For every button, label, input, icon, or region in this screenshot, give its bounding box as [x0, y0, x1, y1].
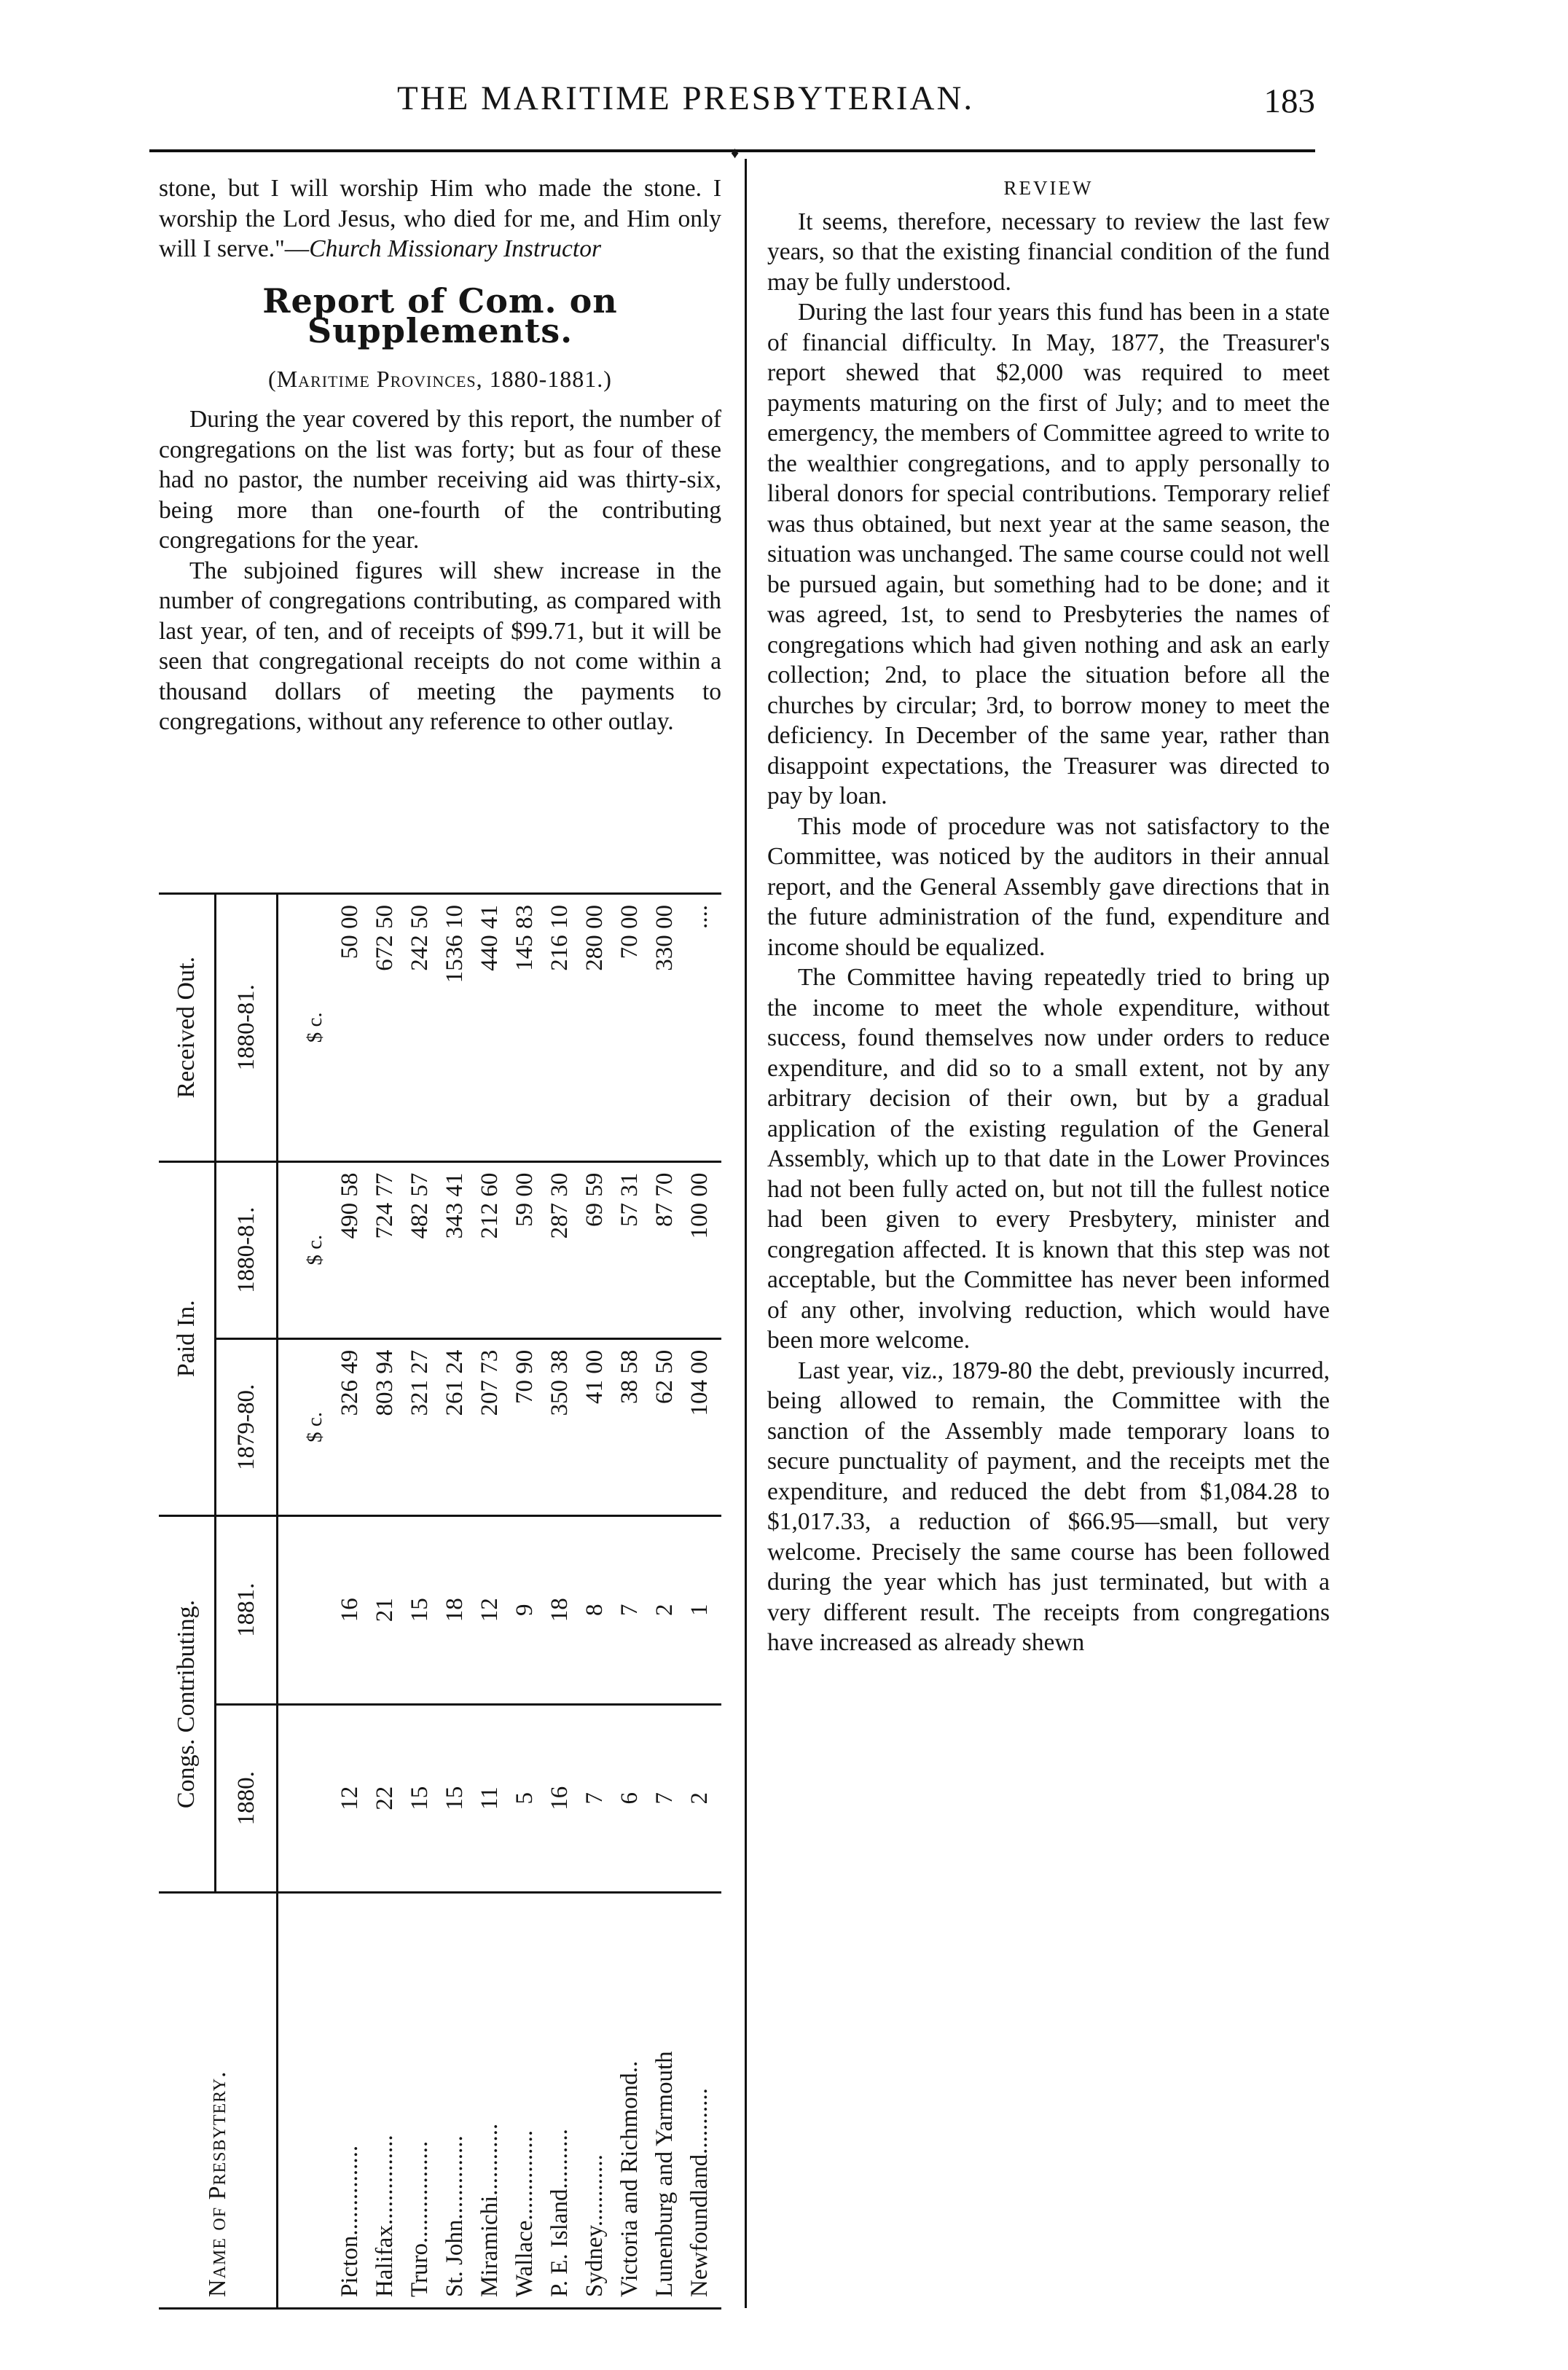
running-title: THE MARITIME PRESBYTERIAN.	[397, 79, 975, 117]
opening-source: Church Missionary Instructor	[309, 235, 602, 262]
year-header: 1880.	[216, 1704, 278, 1892]
paragraph: It seems, therefore, necessary to review the last few years, so that the existing financial condition of the fund may be fully understood.	[767, 208, 1330, 296]
received-1880-cell: 242 50	[402, 894, 437, 1162]
congs-1880-cell: 5	[507, 1704, 542, 1892]
paid-1880-cell: 287 30	[542, 1161, 577, 1338]
paid-1880-cell: 87 70	[647, 1161, 682, 1338]
congs-1881-cell: 7	[612, 1516, 647, 1705]
year-header: 1879-80.	[216, 1338, 278, 1515]
paid-1880-cell: 59 00	[507, 1161, 542, 1338]
table-row	[332, 894, 367, 2309]
received-1880-cell: 440 41	[472, 894, 507, 1162]
paid-1880-cell: 100 00	[682, 1161, 717, 1338]
opening-text: stone, but I will worship Him who made the stone. I worship the Lord Jesus, who died for me, and Him only will I serve."—	[159, 175, 721, 262]
presbytery-name: Lunenburg and Yarmouth	[647, 1893, 682, 2309]
table-row	[367, 894, 402, 2309]
presbytery-name: Sydney............	[577, 1893, 612, 2309]
table-row	[402, 894, 437, 2309]
received-1880-cell: ....	[682, 894, 717, 1162]
congs-group-header: Congs. Contributing.	[159, 1516, 216, 1893]
right-column	[767, 173, 1330, 1658]
paid-1879-cell: 321 27	[402, 1338, 437, 1515]
table-units-row	[297, 894, 332, 2309]
received-1880-cell: 216 10	[542, 894, 577, 1162]
paid-1879-cell: 104 00	[682, 1338, 717, 1515]
report-subtitle: (Maritime Provinces, 1880-1881.)	[268, 365, 612, 392]
paid-in-group-header: Paid In.	[159, 1161, 216, 1515]
paragraph: During the last four years this fund has been in a state of financial difficulty. In May, 1877, the Treasurer's report shewed that $2,000 was required to meet payments maturing on the first of July; and to meet the emergency, the members of Committee agreed to write to the wealthier congregations, and to apply personally to liberal donors for special contributions. Temporary relief was thus obtained, but next year at the same season, the situation was unchanged. The same course could not well be pursued again, but something had to be done; and it was agreed, 1st, to send to Presbyteries the names of congregations which had given nothing and ask an early collection; 2nd, to place the situation before all the churches by circular; 3rd, to borrow money to meet the deficiency. In December of the same year, rather than disappoint expectations, the Treasurer was directed to pay by loan.	[767, 299, 1330, 809]
table-row	[577, 894, 612, 2309]
paid-1879-cell: 803 94	[367, 1338, 402, 1515]
congs-1880-cell: 2	[682, 1704, 717, 1892]
table-row	[472, 894, 507, 2309]
table-row	[612, 894, 647, 2309]
table-row	[437, 894, 472, 2309]
table-row	[542, 894, 577, 2309]
presbytery-table	[159, 892, 721, 2310]
congs-1880-cell: 22	[367, 1704, 402, 1892]
section-heading: REVIEW	[1003, 177, 1094, 199]
paid-1880-cell: 343 41	[437, 1161, 472, 1338]
paid-1879-cell: 261 24	[437, 1338, 472, 1515]
congs-1880-cell: 7	[577, 1704, 612, 1892]
rotated-table	[159, 892, 721, 2310]
paragraph: The subjoined figures will shew increase in the number of congregations contributing, as compared with last year, of ten, and of receipts of $99.71, but it will be seen that congregational receipts do not come within a thousand dollars of meeting the payments to congregations, without any reference to other outlay.	[159, 557, 721, 735]
table-row	[507, 894, 542, 2309]
congs-1881-cell: 15	[402, 1516, 437, 1705]
congs-1881-cell: 8	[577, 1516, 612, 1705]
presbytery-name: Halifax...............	[367, 1893, 402, 2309]
table-row	[682, 894, 717, 2309]
received-1880-cell: 1536 10	[437, 894, 472, 1162]
opening-paragraph	[159, 173, 721, 264]
congs-1881-cell: 9	[507, 1516, 542, 1705]
column-divider	[745, 159, 747, 2308]
presbytery-name: Picton...............	[332, 1893, 367, 2309]
received-1880-cell: 70 00	[612, 894, 647, 1162]
paid-1880-cell: 212 60	[472, 1161, 507, 1338]
paragraph: Last year, viz., 1879-80 the debt, previously incurred, being allowed to remain, the Committee with the sanction of the Assembly made temporary loans to secure punctuality of payment, and the receipts met the expenditure, and reduced the debt from $1,084.28 to $1,017.33, a reduction of $66.95—small, but very welcome. Precisely the same course has been followed during the year which has just terminated, but with a very different result. The receipts from congregations have increased as already shewn	[767, 1357, 1330, 1656]
congs-1881-cell: 18	[437, 1516, 472, 1705]
units-label: $ c.	[297, 1161, 332, 1338]
presbytery-name: Victoria and Richmond..	[612, 1893, 647, 2309]
paid-1879-cell: 62 50	[647, 1338, 682, 1515]
received-1880-cell: 330 00	[647, 894, 682, 1162]
presbytery-name: Newfoundland...........	[682, 1893, 717, 2309]
congs-1881-cell: 1	[682, 1516, 717, 1705]
paragraph: The Committee having repeatedly tried to bring up the income to meet the whole expenditure, without success, found themselves now under orders to reduce expenditure, and did so to a small extent, not by any arbitrary decision of their own, but by a gradual application of the existing regulation of the General Assembly, which up to that date in the Lower Provinces had not been fully acted on, but not till the fullest notice had been given to every Presbytery, minister and congregation affected. It is known that this step was not acceptable, but the Committee has never been informed of any other, involving reduction, which would have been more welcome.	[767, 964, 1330, 1354]
congs-1881-cell: 2	[647, 1516, 682, 1705]
page-number: 183	[1263, 82, 1315, 120]
name-column-header: Name of Presbytery.	[159, 1893, 278, 2309]
presbytery-name: Miramichi............	[472, 1893, 507, 2309]
year-header: 1881.	[216, 1516, 278, 1705]
units-label: $ c.	[297, 1338, 332, 1515]
received-out-group-header: Received Out.	[159, 894, 216, 1162]
congs-1880-cell: 12	[332, 1704, 367, 1892]
paid-1880-cell: 724 77	[367, 1161, 402, 1338]
paid-1880-cell: 482 57	[402, 1161, 437, 1338]
year-header: 1880-81.	[216, 894, 278, 1162]
congs-1881-cell: 18	[542, 1516, 577, 1705]
congs-1880-cell: 6	[612, 1704, 647, 1892]
paid-1880-cell: 490 58	[332, 1161, 367, 1338]
table-spacer-row	[278, 894, 298, 2309]
presbytery-name: Truro.................	[402, 1893, 437, 2309]
presbytery-table-container	[159, 892, 721, 2310]
congs-1881-cell: 16	[332, 1516, 367, 1705]
paragraph: This mode of procedure was not satisfactory to the Committee, was noticed by the auditors in their annual report, and the General Assembly gave directions that in the future administration of the fund, expenditure and income should be equalized.	[767, 812, 1330, 961]
paid-1879-cell: 41 00	[577, 1338, 612, 1515]
paid-1879-cell: 207 73	[472, 1338, 507, 1515]
units-label: $ c.	[297, 894, 332, 1162]
table-group-header-row	[159, 894, 216, 2309]
received-1880-cell: 50 00	[332, 894, 367, 1162]
congs-1881-cell: 21	[367, 1516, 402, 1705]
congs-1880-cell: 7	[647, 1704, 682, 1892]
congs-1880-cell: 16	[542, 1704, 577, 1892]
congs-1881-cell: 12	[472, 1516, 507, 1705]
page-header	[149, 79, 1315, 130]
received-1880-cell: 672 50	[367, 894, 402, 1162]
paid-1879-cell: 350 38	[542, 1338, 577, 1515]
ornament-mark: ♦	[731, 144, 740, 162]
received-1880-cell: 280 00	[577, 894, 612, 1162]
table-row	[647, 894, 682, 2309]
left-column	[159, 173, 721, 737]
paid-1880-cell: 57 31	[612, 1161, 647, 1338]
congs-1880-cell: 15	[402, 1704, 437, 1892]
paid-1879-cell: 70 90	[507, 1338, 542, 1515]
report-title: Report of Com. on Supplements.	[262, 280, 618, 350]
table-spacer-row	[717, 894, 721, 2309]
paragraph: During the year covered by this report, the number of congregations on the list was forty; but as four of these had no pastor, the number receiving aid was thirty-six, being more than one-fourth of the contributing congregations for the year.	[159, 406, 721, 554]
received-1880-cell: 145 83	[507, 894, 542, 1162]
congs-1880-cell: 15	[437, 1704, 472, 1892]
paid-1879-cell: 38 58	[612, 1338, 647, 1515]
year-header: 1880-81.	[216, 1161, 278, 1338]
presbytery-name: St. John..............	[437, 1893, 472, 2309]
presbytery-name: P. E. Island..........	[542, 1893, 577, 2309]
paid-1880-cell: 69 59	[577, 1161, 612, 1338]
congs-1880-cell: 11	[472, 1704, 507, 1892]
presbytery-name: Wallace...............	[507, 1893, 542, 2309]
paid-1879-cell: 326 49	[332, 1338, 367, 1515]
